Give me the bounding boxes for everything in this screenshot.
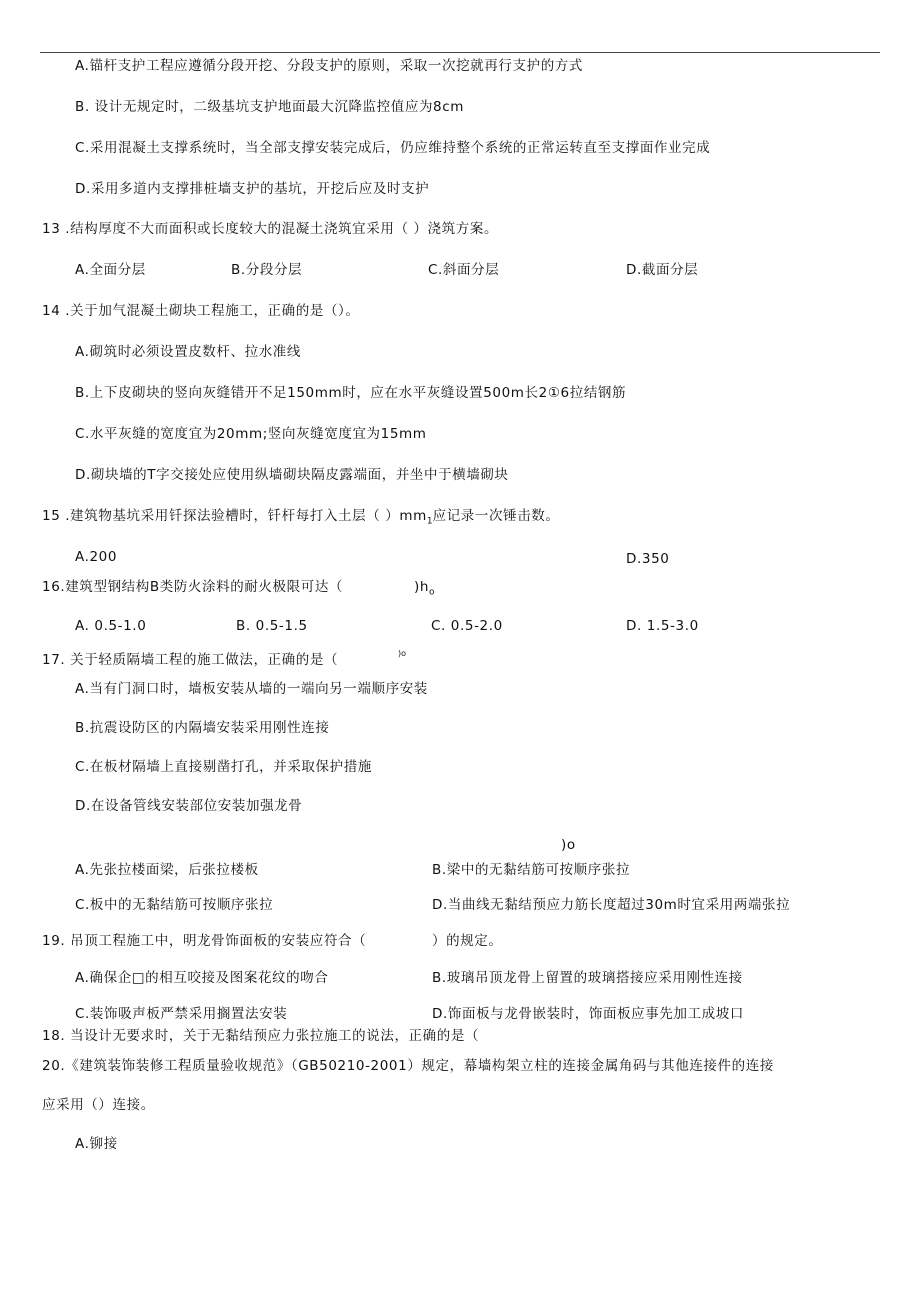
q17-option-d: D.在设备管线安装部位安装加强龙骨 [75,798,303,814]
q18-stem-tail: )o [561,837,576,853]
header-rule [40,52,880,53]
q14-option-b: B.上下皮砌块的竖向灰缝错开不足150mm时，应在水平灰缝设置500m长2①6拉结钢筋 [75,385,627,401]
q12-option-c: C.采用混凝土支撑系统时，当全部支撑安装完成后，仍应维持整个系统的正常运转直至支撑面作业完成 [75,140,711,156]
q15-option-a: A.200 [75,549,118,565]
q18-option-d: D.当曲线无黏结预应力筋长度超过30m时宜采用两端张拉 [432,897,791,913]
q17-option-c: C.在板材隔墙上直接剔凿打孔，并采取保护措施 [75,759,372,775]
q17-option-b: B.抗震设防区的内隔墙安装采用刚性连接 [75,720,330,736]
q20-stem-line1: 20.《建筑装饰装修工程质量验收规范》（GB50210-2001）规定，幕墙构架立柱的连接金属角码与其他连接件的连接 [42,1058,774,1074]
q19-option-d: D.饰面板与龙骨嵌装时，饰面板应事先加工成坡口 [432,1006,744,1022]
q15-option-d: D.350 [626,551,670,567]
q16-stem: 16.建筑型钢结构B类防火涂料的耐火极限可达（ [42,579,344,595]
q13-option-d: D.截面分层 [626,262,699,278]
q13-option-b: B.分段分层 [231,262,303,278]
q14-option-a: A.砌筑时必须设置皮数杆、拉水准线 [75,344,301,360]
q16-stem-subscript: o [429,587,435,598]
q17-stem: 17. 关于轻质隔墙工程的施工做法，正确的是（ [42,652,339,668]
q15-stem-text: 15 .建筑物基坑采用钎探法验槽时，钎杆每打入土层（ ）mm [42,508,427,524]
q16-option-a: A. 0.5-1.0 [75,618,147,634]
q15-stem-subscript: 1 [426,516,433,527]
q14-option-d: D.砌块墙的T字交接处应使用纵墙砌块隔皮露端面，并坐中于横墙砌块 [75,467,509,483]
q18-option-b: B.梁中的无黏结筋可按顺序张拉 [432,862,631,878]
q19-stem: 19. 吊顶工程施工中，明龙骨饰面板的安装应符合（ [42,933,367,949]
q16-stem-end [414,578,435,602]
q17-option-a: A.当有门洞口时，墙板安装从墙的一端向另一端顺序安装 [75,681,428,697]
q13-option-c: C.斜面分层 [428,262,500,278]
q16-stem-end-text: )h [414,579,430,595]
q13-stem: 13 .结构厚度不大而面积或长度较大的混凝土浇筑宜采用（ ）浇筑方案。 [42,221,499,237]
q17-stem-mark-text: )o [398,649,407,658]
q12-option-b: B. 设计无规定时，二级基坑支护地面最大沉降监控值应为8cm [75,99,465,115]
q19-option-c: C.装饰吸声板严禁采用搁置法安装 [75,1006,288,1022]
q15-stem-end: 应记录一次锤击数。 [432,508,560,524]
q18-option-a: A.先张拉楼面梁，后张拉楼板 [75,862,259,878]
q16-option-b: B. 0.5-1.5 [236,618,308,634]
q18-option-c: C.板中的无黏结筋可按顺序张拉 [75,897,274,913]
q19-option-b: B.玻璃吊顶龙骨上留置的玻璃搭接应采用刚性连接 [432,970,743,986]
q15-stem [42,507,560,531]
q14-stem: 14 .关于加气混凝土砌块工程施工，正确的是（）。 [42,303,360,319]
q18-stem: 18. 当设计无要求时，关于无黏结预应力张拉施工的说法，正确的是（ [42,1028,480,1044]
q19-stem-end: ）的规定。 [432,933,503,949]
q16-option-c: C. 0.5-2.0 [431,618,503,634]
q17-stem-mark [398,645,406,667]
q12-option-d: D.采用多道内支撑排桩墙支护的基坑，开挖后应及时支护 [75,181,430,197]
q20-stem-line2: 应采用（）连接。 [42,1097,155,1113]
q20-option-a: A.铆接 [75,1136,118,1152]
q14-option-c: C.水平灰缝的宽度宜为20mm;竖向灰缝宽度宜为15mm [75,426,427,442]
q16-option-d: D. 1.5-3.0 [626,618,699,634]
q19-option-a: A.确保企□的相互咬接及图案花纹的吻合 [75,970,329,986]
q12-option-a: A.锚杆支护工程应遵循分段开挖、分段支护的原则，采取一次挖就再行支护的方式 [75,58,583,74]
q13-option-a: A.全面分层 [75,262,146,278]
